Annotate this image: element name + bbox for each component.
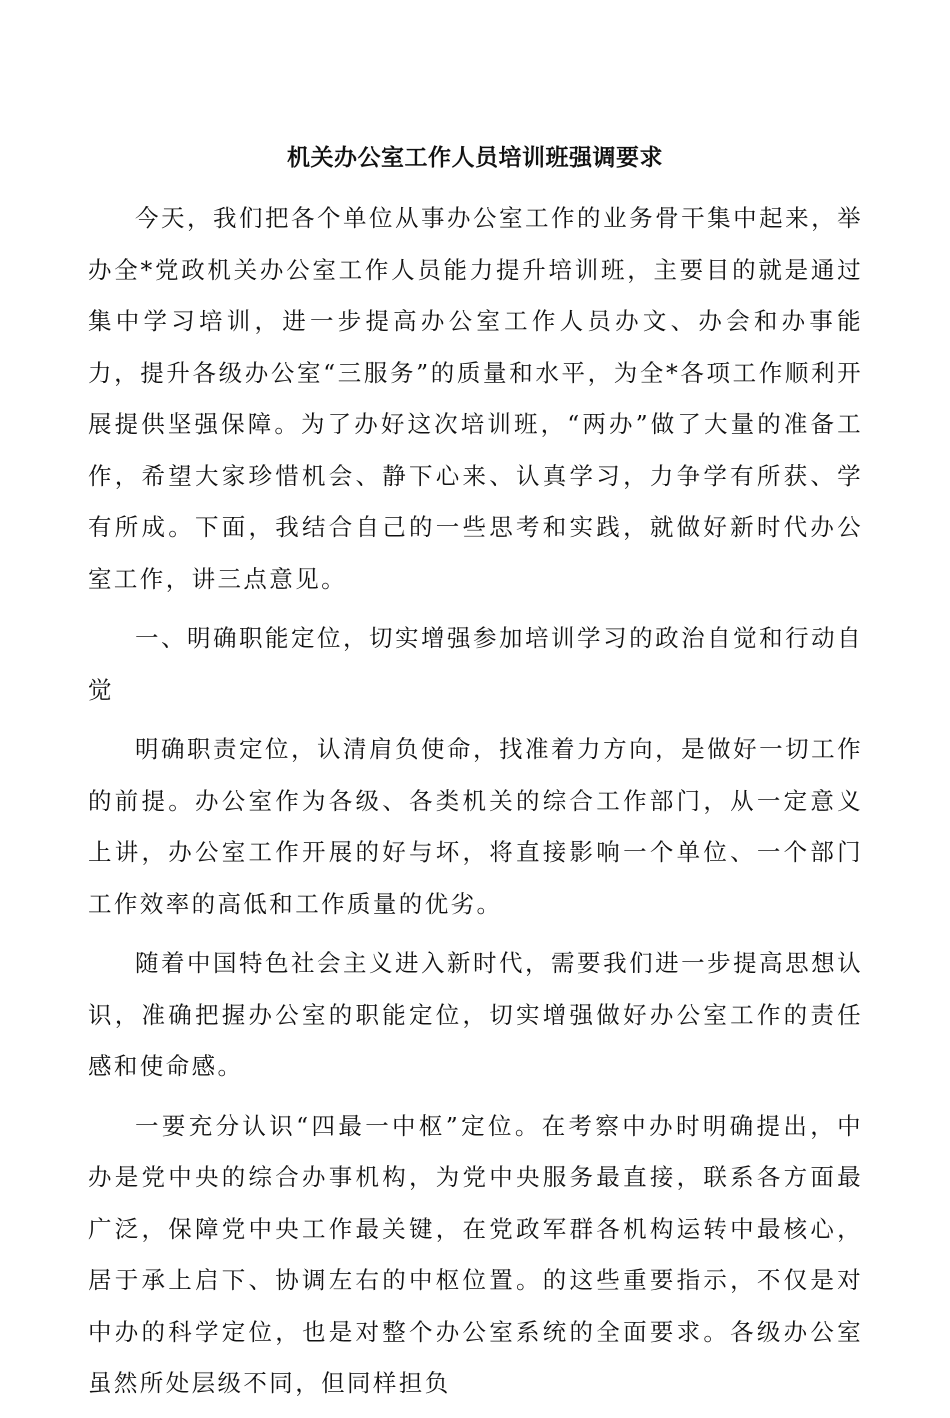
paragraph-role-definition: 明确职责定位，认清肩负使命，找准着力方向，是做好一切工作的前提。办公室作为各级、各类机关的综合工作部门，从一定意义上讲，办公室工作开展的好与坏，将直接影响一个单位、一个部门工作效率的高低和工作质量的优劣。	[88, 735, 863, 918]
paragraph-four-most: 一要充分认识“四最一中枢”定位。在考察中办时明确提出，中办是党中央的综合办事机构，为党中央服务最直接，联系各方面最广泛，保障党中央工作最关键，在党政军群各机构运转中最核心，居于承上启下、协调左右的中枢位置。的这些重要指示，不仅是对中办的科学定位，也是对整个办公室系统的全面要求。各级办公室虽然所处层级不同，但同样担负	[88, 1111, 863, 1397]
paragraph-intro: 今天，我们把各个单位从事办公室工作的业务骨干集中起来，举办全*党政机关办公室工作人员能力提升培训班，主要目的就是通过集中学习培训，进一步提高办公室工作人员办文、办会和办事能力，提升各级办公室“三服务”的质量和水平，为全*各项工作顺利开展提供坚强保障。为了办好这次培训班，“两办”做了大量的准备工作，希望大家珍惜机会、静下心来、认真学习，力争学有所获、学有所成。下面，我结合自己的一些思考和实践，就做好新时代办公室工作，讲三点意见。	[88, 204, 863, 593]
paragraph-new-era: 随着中国特色社会主义进入新时代，需要我们进一步提高思想认识，准确把握办公室的职能定位，切实增强做好办公室工作的责任感和使命感。	[88, 949, 863, 1080]
document-title: 机关办公室工作人员培训班强调要求	[287, 144, 663, 171]
document-body	[88, 193, 863, 1418]
section-heading-1: 一、明确职能定位，切实增强参加培训学习的政治自觉和行动自觉	[88, 624, 863, 704]
